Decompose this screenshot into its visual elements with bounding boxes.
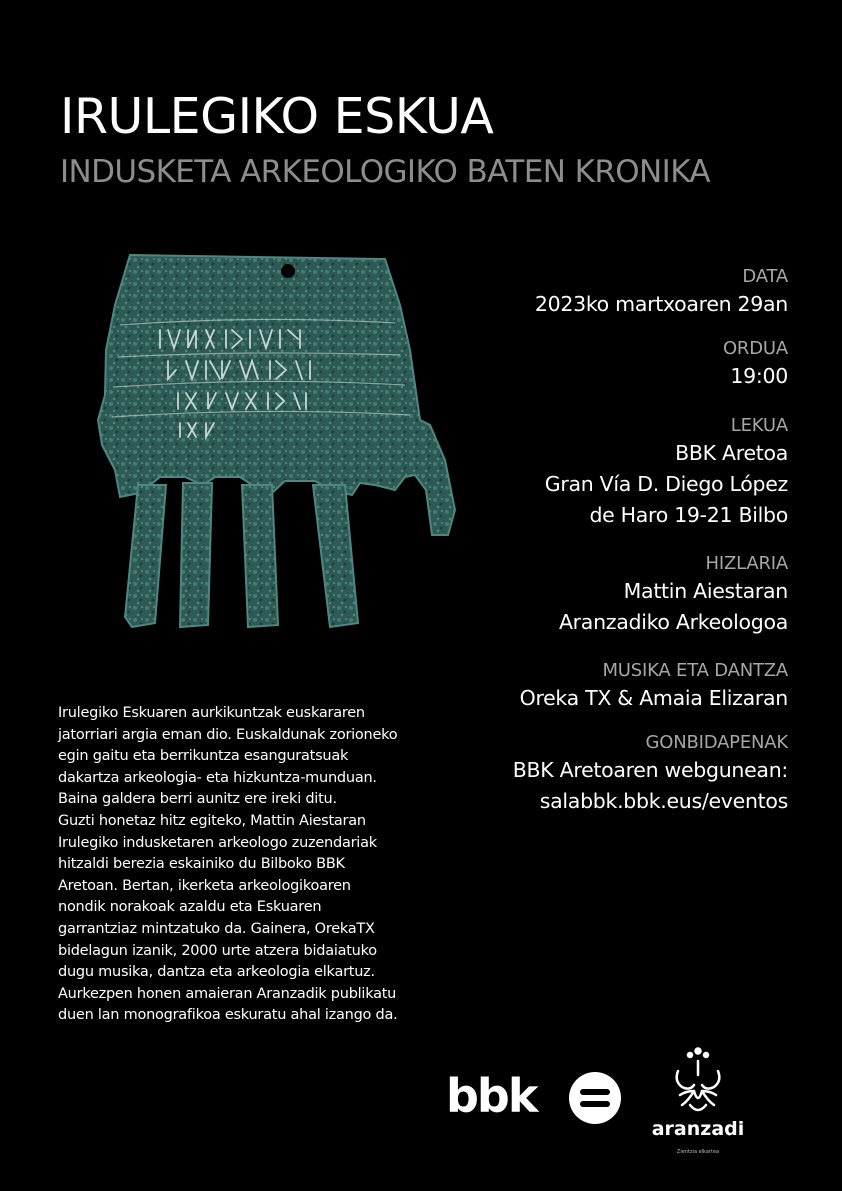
poster-subtitle: INDUSKETA ARKEOLOGIKO BATEN KRONIKA	[60, 154, 710, 190]
description-line: Baina galdera berri aunitz ere ireki ditu.	[58, 791, 337, 808]
description-line: dugu musika, dantza eta arkeologia elkartuz.	[58, 964, 375, 981]
invitations-link[interactable]: salabbk.bbk.eus/eventos	[539, 789, 788, 813]
location-line: BBK Aretoa	[675, 441, 788, 465]
invitations-label: GONBIDAPENAK	[645, 732, 788, 753]
description-line: Guzti honetaz hitz egiteko, Mattin Aiestaran	[58, 812, 366, 829]
bbk-logo-text: bbk	[446, 1070, 537, 1123]
location-line: de Haro 19-21 Bilbo	[589, 503, 788, 527]
description-line: dakartza arkeologia- eta hizkuntza-munduan.	[58, 769, 377, 786]
bbk-symbol-icon	[569, 1072, 621, 1124]
music-label: MUSIKA ETA DANTZA	[602, 660, 788, 681]
event-info	[428, 265, 788, 817]
music-value: Oreka TX & Amaia Elizaran	[519, 686, 788, 710]
description-line: Irulegiko indusketaren arkeologo zuzendariak	[58, 834, 377, 851]
aranzadi-logo-text: aranzadi	[651, 1118, 745, 1140]
description-line: bidelagun izanik, 2000 urte atzera bidaiatuko	[58, 942, 377, 959]
bbk-logo	[446, 1070, 624, 1126]
description-line: egin gaitu eta berrikuntza esanguratsuak	[58, 748, 349, 765]
aranzadi-tagline: Zientzia elkartea	[676, 1149, 720, 1155]
invitations-line: BBK Aretoaren webgunean:	[512, 758, 788, 782]
event-description	[58, 703, 438, 1027]
description-line: hitzaldi berezia eskainiko du Bilboko BBK	[58, 856, 345, 873]
date-label: DATA	[742, 266, 788, 287]
speaker-label: HIZLARIA	[705, 553, 788, 574]
description-line: duen lan monografikoa eskuratu ahal izango da.	[58, 1007, 398, 1024]
time-label: ORDUA	[722, 338, 788, 359]
description-line: Irulegiko Eskuaren aurkikuntzak euskararen	[58, 705, 365, 721]
description-line: jatorriari argia eman dio. Euskaldunak zorioneko	[58, 726, 398, 743]
aranzadi-emblem-icon	[677, 1049, 720, 1111]
poster-title: IRULEGIKO ESKUA	[60, 88, 494, 145]
time-value: 19:00	[730, 364, 788, 388]
description-line: nondik norakoak azaldu eta Eskuaren	[58, 899, 322, 916]
location-line: Gran Vía D. Diego López	[544, 472, 788, 496]
description-line: garrantziaz mintzatuko da. Gainera, OrekaTX	[58, 920, 375, 937]
date-value: 2023ko martxoaren 29an	[534, 292, 788, 316]
description-line: Aretoan. Bertan, ikerketa arkeologikoaren	[58, 877, 351, 894]
speaker-line: Aranzadiko Arkeologoa	[558, 610, 788, 634]
bronze-hand-icon	[60, 245, 470, 645]
aranzadi-logo	[638, 1045, 758, 1165]
speaker-line: Mattin Aiestaran	[623, 579, 788, 603]
location-label: LEKUA	[730, 415, 788, 436]
description-line: Aurkezpen honen amaieran Aranzadik publikatu	[58, 985, 397, 1002]
